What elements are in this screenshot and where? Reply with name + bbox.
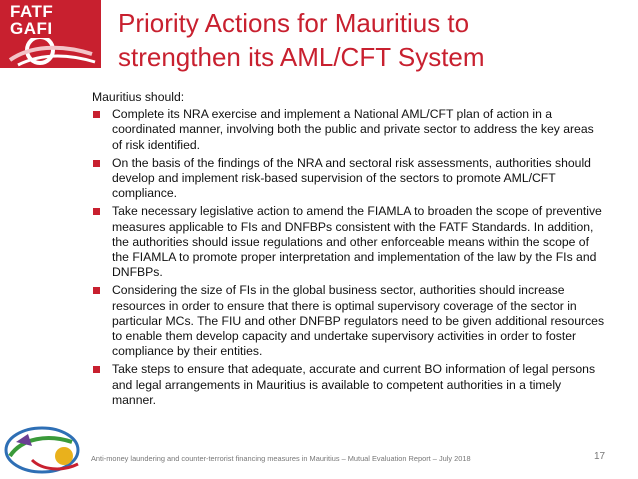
square-bullet-icon [93, 366, 100, 373]
square-bullet-icon [93, 287, 100, 294]
page-number: 17 [594, 451, 606, 462]
bullet-item [92, 283, 607, 359]
square-bullet-icon [93, 208, 100, 215]
main-content [92, 90, 607, 411]
bullet-item [92, 107, 607, 153]
bullet-text: Complete its NRA exercise and implement a National AML/CFT plan of action in a coordinated manner, involving both the public and private sector to address the key areas of risk identified. [112, 107, 594, 152]
logo-swoosh-icon [0, 38, 101, 68]
logo-text-gafi: GAFI [10, 19, 53, 38]
bullet-item [92, 156, 607, 202]
fatf-gafi-logo-icon [0, 0, 101, 68]
bullet-item [92, 362, 607, 408]
bullet-text: Take steps to ensure that adequate, accurate and current BO information of legal persons and legal arrangements in Mauritius is available to competent authorities in a timely manner. [112, 362, 596, 407]
bullet-item [92, 204, 607, 280]
bullet-text: Take necessary legislative action to amend the FIAMLA to broaden the scope of preventive measures applicable to FIs and DNFBPs consistent with the FATF Standards. In addition, the authorities should issue regulations and other enforceable means within the scope of the FIAMLA to promote proper interpretation and implementation of the law by the FIs and DNFBPs. [112, 204, 602, 280]
square-bullet-icon [93, 160, 100, 167]
page-title [118, 6, 628, 74]
page-title-line-2: strengthen its AML/CFT System [118, 42, 485, 72]
esaamlg-logo-icon [2, 420, 86, 477]
page-title-line-1: Priority Actions for Mauritius to [118, 8, 470, 38]
footer-text: Anti-money laundering and counter-terrorist financing measures in Mauritius – Mutual Evaluation Report – July 2018 [91, 454, 471, 463]
intro-text: Mauritius should: [92, 90, 185, 104]
bullet-text: Considering the size of FIs in the global business sector, authorities should increase resources in order to ensure that there is optimal supervisory coverage of the sector in particular MCs. The FIU and other DNFBP regulators need to be given additional resources to enable them develop capacity and undertake supervisory activities in order to foster compliance by their entities. [112, 283, 605, 359]
bullet-text: On the basis of the findings of the NRA and sectoral risk assessments, authorities should develop and implement risk-based supervision of the sectors to promote AML/CFT compliance. [112, 155, 591, 201]
logo-text-fatf: FATF [10, 2, 54, 21]
square-bullet-icon [93, 111, 100, 118]
